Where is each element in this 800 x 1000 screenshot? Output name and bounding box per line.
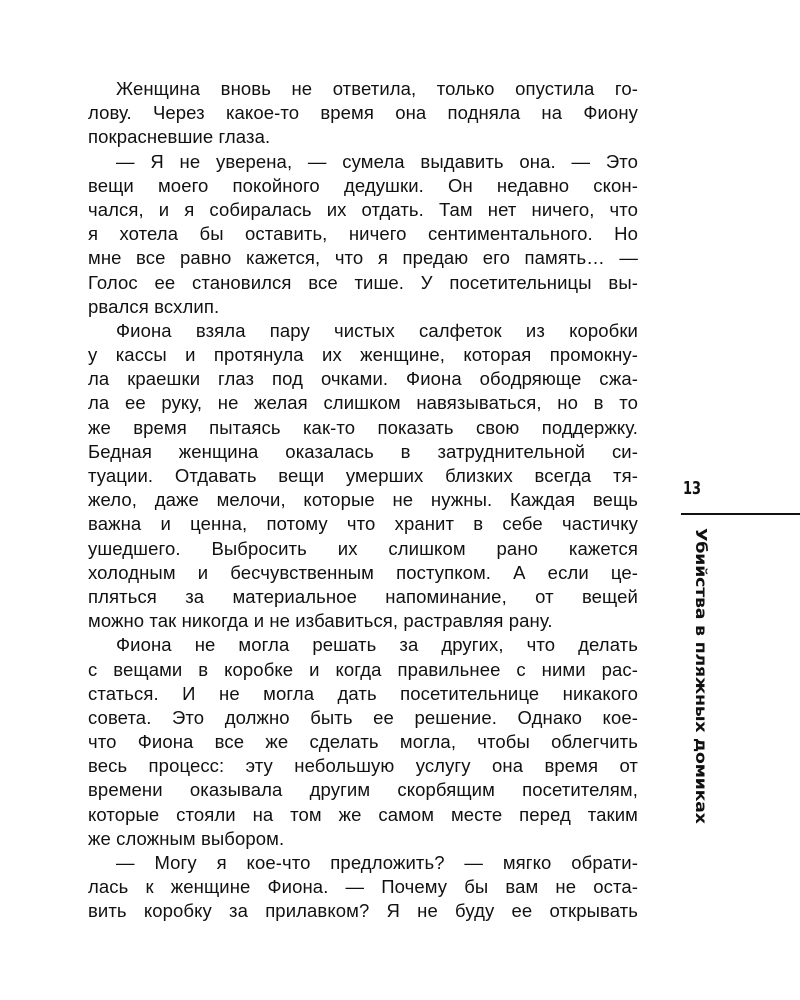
text-line: я хотела бы оставить, ничего сентиментального. Но	[88, 223, 638, 245]
page-number: 13	[682, 478, 702, 499]
text-line: ла ее руку, не желая слишком навязываться, но в то	[88, 392, 638, 414]
text-line: весь процесс: эту небольшую услугу она время от	[88, 755, 638, 777]
text-line: — Я не уверена, — сумела выдавить она. — Это	[116, 150, 638, 172]
text-line: лась к женщине Фиона. — Почему бы вам не оста-	[88, 876, 638, 898]
text-line: времени оказывала другим скорбящим посетителям,	[88, 779, 638, 801]
text-line: жело, даже мелочи, которые не нужны. Каждая вещь	[88, 489, 638, 511]
text-line: же сложным выбором.	[88, 827, 285, 849]
text-line: ушедшего. Выбросить их слишком рано кажется	[88, 537, 638, 559]
text-line: пляться за материальное напоминание, от вещей	[88, 585, 638, 607]
text-line: совета. Это должно быть ее решение. Однако кое-	[88, 706, 638, 728]
running-title: Убийства в пляжных домиках	[691, 528, 709, 824]
text-line: вить коробку за прилавком? Я не буду ее открывать	[88, 900, 638, 922]
side-divider	[681, 513, 800, 515]
text-line: Фиона не могла решать за других, что делать	[116, 634, 638, 656]
text-line: Голос ее становился все тише. У посетительницы вы-	[88, 271, 638, 293]
text-line: можно так никогда и не избавиться, растравляя рану.	[88, 610, 553, 632]
text-line: что Фиона все же сделать могла, чтобы облегчить	[88, 731, 638, 753]
text-line: которые стояли на том же самом месте перед таким	[88, 803, 638, 825]
text-line: вещи моего покойного дедушки. Он недавно скон-	[88, 174, 638, 196]
text-line: с вещами в коробке и когда правильнее с ними рас-	[88, 658, 638, 680]
text-line: Женщина вновь не ответила, только опустила го-	[116, 78, 638, 99]
text-line: Фиона взяла пару чистых салфеток из коробки	[116, 319, 638, 341]
text-line: чался, и я собиралась их отдать. Там нет ничего, что	[88, 198, 638, 220]
text-line: у кассы и протянула их женщине, которая промокну-	[88, 344, 638, 366]
text-line: — Могу я кое-что предложить? — мягко обрати-	[116, 852, 638, 873]
text-line: важна и ценна, потому что хранит в себе частичку	[88, 513, 638, 535]
text-line: холодным и бесчувственным поступком. А если це-	[88, 561, 638, 583]
text-line: ла краешки глаз под очками. Фиона ободряюще сжа-	[88, 368, 638, 390]
text-line: рвался всхлип.	[88, 295, 220, 317]
text-line: мне все равно кажется, что я предаю его память… —	[88, 247, 638, 269]
text-line: покрасневшие глаза.	[88, 126, 271, 148]
body-text	[88, 77, 638, 924]
text-line: туации. Отдавать вещи умерших близких всегда тя-	[88, 465, 638, 486]
text-line: же время пытаясь как-то показать свою поддержку.	[88, 416, 638, 438]
text-line: Бедная женщина оказалась в затруднительной си-	[88, 440, 638, 462]
text-line: лову. Через какое-то время она подняла на Фиону	[88, 102, 638, 124]
text-line: статься. И не могла дать посетительнице никакого	[88, 682, 638, 704]
